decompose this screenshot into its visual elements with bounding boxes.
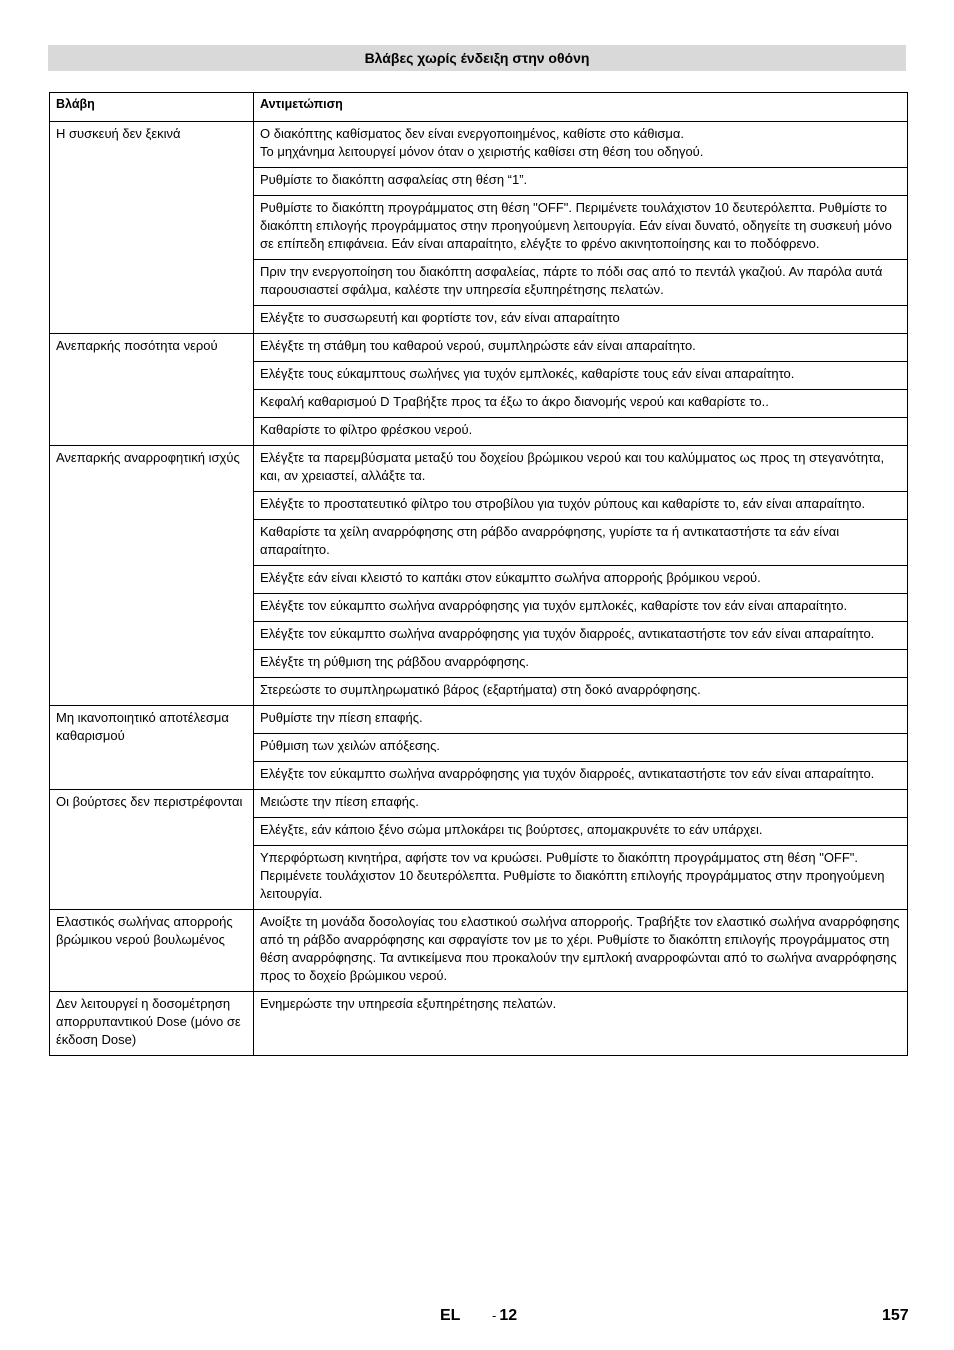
table-row bbox=[50, 790, 908, 818]
remedy-cell: Ρύθμιση των χειλών απόξεσης. bbox=[254, 734, 908, 762]
fault-table bbox=[49, 92, 908, 1056]
remedy-cell: Πριν την ενεργοποίηση του διακόπτη ασφαλείας, πάρτε το πόδι σας από το πεντάλ γκαζιού. Αν παρόλα αυτά παρουσιαστεί σφάλμα, καλέστε την υπηρεσία εξυπηρέτησης πελατών. bbox=[254, 260, 908, 306]
table-row bbox=[50, 334, 908, 362]
remedy-cell: Ελέγξτε τη στάθμη του καθαρού νερού, συμπληρώστε εάν είναι απαραίτητο. bbox=[254, 334, 908, 362]
remedy-cell: Ελέγξτε τη ρύθμιση της ράβδου αναρρόφησης. bbox=[254, 650, 908, 678]
remedy-cell: Ενημερώστε την υπηρεσία εξυπηρέτησης πελατών. bbox=[254, 992, 908, 1056]
remedy-cell: Ο διακόπτης καθίσματος δεν είναι ενεργοποιημένος, καθίστε στο κάθισμα. Το μηχάνημα λειτουργεί μόνον όταν ο χειριστής καθίσει στη θέση του οδηγού. bbox=[254, 122, 908, 168]
table-row bbox=[50, 992, 908, 1056]
footer-sub-page: - 12 bbox=[492, 1307, 518, 1324]
remedy-cell: Μειώστε την πίεση επαφής. bbox=[254, 790, 908, 818]
remedy-cell: Ελέγξτε το συσσωρευτή και φορτίστε τον, εάν είναι απαραίτητο bbox=[254, 306, 908, 334]
table-row bbox=[50, 122, 908, 168]
header-fault: Βλάβη bbox=[50, 93, 254, 122]
footer-sub-page-number: 12 bbox=[499, 1307, 518, 1324]
footer-page-number: 157 bbox=[882, 1307, 909, 1324]
remedy-cell: Κεφαλή καθαρισμού D Τραβήξτε προς τα έξω το άκρο διανομής νερού και καθαρίστε το.. bbox=[254, 390, 908, 418]
fault-cell: Η συσκευή δεν ξεκινά bbox=[50, 122, 254, 334]
table-row bbox=[50, 706, 908, 734]
remedy-cell: Ελέγξτε, εάν κάποιο ξένο σώμα μπλοκάρει τις βούρτσες, απομακρυνέτε το εάν υπάρχει. bbox=[254, 818, 908, 846]
fault-cell: Δεν λειτουργεί η δοσομέτρηση απορρυπαντικού Dose (μόνο σε έκδοση Dose) bbox=[50, 992, 254, 1056]
remedy-cell: Καθαρίστε το φίλτρο φρέσκου νερού. bbox=[254, 418, 908, 446]
remedy-cell: Ελέγξτε τον εύκαμπτο σωλήνα αναρρόφησης για τυχόν διαρροές, αντικαταστήστε τον εάν είναι απαραίτητο. bbox=[254, 762, 908, 790]
fault-cell: Ελαστικός σωλήνας απορροής βρώμικου νερού βουλωμένος bbox=[50, 910, 254, 992]
table-row bbox=[50, 446, 908, 492]
remedy-cell: Ρυθμίστε το διακόπτη ασφαλείας στη θέση “1”. bbox=[254, 168, 908, 196]
remedy-cell: Ελέγξτε τα παρεμβύσματα μεταξύ του δοχείου βρώμικου νερού και του καλύμματος ως προς τη στεγανότητα, και, αν χρειαστεί, αλλάξτε τα. bbox=[254, 446, 908, 492]
footer-language: EL bbox=[440, 1307, 461, 1324]
fault-cell: Ανεπαρκής αναρροφητική ισχύς bbox=[50, 446, 254, 706]
remedy-cell: Στερεώστε το συμπληρωματικό βάρος (εξαρτήματα) στη δοκό αναρρόφησης. bbox=[254, 678, 908, 706]
header-remedy: Αντιμετώπιση bbox=[254, 93, 908, 122]
remedy-cell: Ρυθμίστε την πίεση επαφής. bbox=[254, 706, 908, 734]
remedy-cell: Υπερφόρτωση κινητήρα, αφήστε τον να κρυώσει. Ρυθμίστε το διακόπτη προγράμματος στη θέση "OFF". Περιμένετε τουλάχιστον 10 δευτερόλεπτα. Ρυθμίστε το διακόπτη επιλογής προγράμματος στην προηγούμενη λειτουργία. bbox=[254, 846, 908, 910]
remedy-cell: Ελέγξτε το προστατευτικό φίλτρο του στροβίλου για τυχόν ρύπους και καθαρίστε το, εάν είναι απαραίτητο. bbox=[254, 492, 908, 520]
remedy-cell: Ελέγξτε τους εύκαμπτους σωλήνες για τυχόν εμπλοκές, καθαρίστε τους εάν είναι απαραίτητο. bbox=[254, 362, 908, 390]
fault-table-body bbox=[50, 122, 908, 1056]
remedy-cell: Ελέγξτε εάν είναι κλειστό το καπάκι στον εύκαμπτο σωλήνα απορροής βρόμικου νερού. bbox=[254, 566, 908, 594]
remedy-cell: Ανοίξτε τη μονάδα δοσολογίας του ελαστικού σωλήνα απορροής. Τραβήξτε τον ελαστικό σωλήνα αναρρόφησης από τη ράβδο αναρρόφησης και σφραγίστε τον με το χέρι. Ρυθμίστε το διακόπτη επιλογής προγράμματος στη θέση αναρρόφησης. Τα αντικείμενα που προκαλούν την εμπλοκή αναρροφώνται από το σωλήνα αναρρόφησης προς το δοχείο βρώμικου νερού. bbox=[254, 910, 908, 992]
fault-cell: Μη ικανοποιητικό αποτέλεσμα καθαρισμού bbox=[50, 706, 254, 790]
remedy-cell: Καθαρίστε τα χείλη αναρρόφησης στη ράβδο αναρρόφησης, γυρίστε τα ή αντικαταστήστε τα εάν είναι απαραίτητο. bbox=[254, 520, 908, 566]
fault-cell: Ανεπαρκής ποσότητα νερού bbox=[50, 334, 254, 446]
table-row bbox=[50, 910, 908, 992]
table-header-row bbox=[50, 93, 908, 122]
remedy-cell: Ρυθμίστε το διακόπτη προγράμματος στη θέση "OFF". Περιμένετε τουλάχιστον 10 δευτερόλεπτα. Ρυθμίστε το διακόπτη επιλογής προγράμματος στην προηγούμενη λειτουργία. Εάν είναι δυνατό, οδηγείτε τη συσκευή μόνο σε επίπεδη επιφάνεια. Εάν είναι απαραίτητο, ελέγξτε το φρένο ακινητοποίησης και το ποδόφρενο. bbox=[254, 196, 908, 260]
fault-cell: Οι βούρτσες δεν περιστρέφονται bbox=[50, 790, 254, 910]
remedy-cell: Ελέγξτε τον εύκαμπτο σωλήνα αναρρόφησης για τυχόν διαρροές, αντικαταστήστε τον εάν είναι απαραίτητο. bbox=[254, 622, 908, 650]
remedy-cell: Ελέγξτε τον εύκαμπτο σωλήνα αναρρόφησης για τυχόν εμπλοκές, καθαρίστε τον εάν είναι απαραίτητο. bbox=[254, 594, 908, 622]
section-title: Βλάβες χωρίς ένδειξη στην οθόνη bbox=[48, 45, 906, 71]
